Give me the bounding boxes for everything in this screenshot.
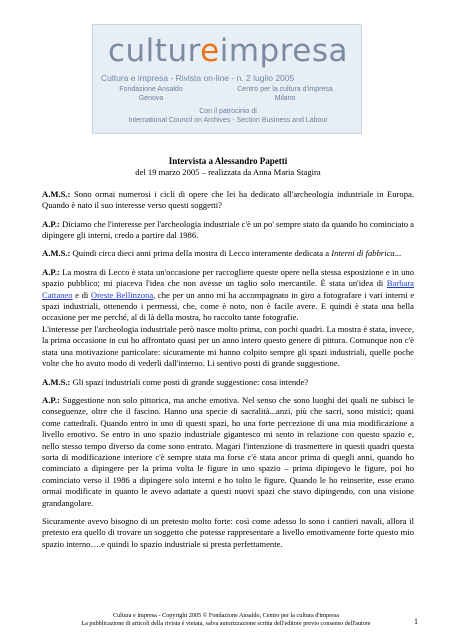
- patron-org: International Council on Archives - Section Business and Labour: [128, 117, 328, 124]
- speaker-label: A.M.S.:: [42, 188, 71, 199]
- org-fondazione-ansaldo: [101, 85, 201, 103]
- org-right-city: Milano: [274, 95, 296, 102]
- paragraph-a2-cont: L'interesse per l'archeologia industriale però nasce molto prima, con pochi quadri. La mostra è stata, invece, la prima occasione in cui ho affrontato quasi per un anno intero questo genere di pittura. Comunque non c'è stata una motivazione particolare: sicuramente mi hanno colpito sempre gli spazi industriali, quelle poche volte che ho avuto modo di vederli dall'interno. Li sentivo posti di grande suggestione.: [42, 323, 414, 369]
- paragraph-q3: A.M.S.: Gli spazi industriali come posti di grande suggestione: cosa intende?: [42, 376, 309, 387]
- link-barbara-cattaneo[interactable]: Barbara Cattaneo: [42, 278, 414, 300]
- patronage: [101, 107, 355, 125]
- article: [42, 156, 414, 557]
- article-title: Intervista a Alessandro Papetti: [168, 156, 288, 166]
- link-oreste-bellinzona[interactable]: Oreste Bellinzona: [90, 289, 154, 300]
- paragraph-a2: A.P.: La mostra di Lecco è stata un'occasione per raccogliere queste opere nella stessa esposizione e in uno spazio pubblico; mi piaceva l'idea che non avesse un taglio solo mercantile. È stata un'idea di Barbara Cattaneo e di Oreste Bellinzona, che per un anno mi ha accompagnato in giro a fotografare i vari interni e spazi industriali, ottenendo i permessi, che, come è noto, non è facile avere. E quindi è stata una bella occasione per me perché, al di là della mostra, ho raccolto tante fotografie.: [42, 266, 415, 323]
- page-footer: [30, 612, 422, 628]
- speaker-label: A.M.S.:: [42, 376, 71, 387]
- speaker-label: A.M.S.:: [42, 248, 71, 259]
- paragraph-a1: A.P.: Diciamo che l'interesse per l'archeologia industriale c'è un po' sempre stato da quando ho cominciato a dipingere gli interni, credo a partire dal 1986.: [42, 218, 414, 241]
- paragraph-a3-cont: Sicuramente avevo bisogno di un pretesto molto forte: così come adesso lo sono i cantieri navali, allora il pretesto era quello di trovare un soggetto che potesse rappresentare a livello emotivamente forte questo mio spazio interno….e quindi lo spazio industriale si presta perfettamente.: [42, 515, 414, 549]
- logo-swirl: e: [200, 33, 220, 69]
- patron-label: Con il patrocinio di: [199, 108, 257, 115]
- paragraph-q1: A.M.S.: Sono ormai numerosi i cicli di opere che lei ha dedicato all'archeologia industriale in Europa. Quando è nato il suo interesse verso questi soggetti?: [42, 188, 414, 211]
- logo: cultureimpresa: [107, 33, 349, 69]
- footer-copyright: Cultura e impresa - Copyright 2005 © Fondazione Ansaldo, Centro per la cultura d'impresa: [112, 612, 340, 619]
- org-centro-cultura: [215, 85, 355, 103]
- speaker-label: A.P.:: [42, 394, 60, 405]
- footer-notice: La pubblicazione di articoli della rivista è vietata, salva autorizzazione scritta dell'editore previo consenso dell'autore: [81, 620, 371, 627]
- header-banner: [92, 24, 362, 134]
- org-left-name: Fondazione Ansaldo: [119, 86, 183, 93]
- tagline: Cultura e impresa - Rivista on-line - n. 2 luglio 2005: [101, 73, 295, 83]
- org-right-name: Centro per la cultura d'impresa: [237, 86, 333, 93]
- page-number: 1: [414, 617, 418, 626]
- paragraph-q2: A.M.S.: Quindi circa dieci anni prima della mostra di Lecco interamente dedicata a Interni di fabbrica...: [42, 248, 402, 259]
- organizations: [101, 85, 355, 107]
- org-left-city: Genova: [138, 95, 164, 102]
- speaker-label: A.P.:: [42, 266, 60, 277]
- article-subtitle: del 19 marzo 2005 – realizzata da Anna Maria Stagira: [135, 167, 321, 178]
- paragraph-a3: A.P.: Suggestione non solo pittorica, ma anche emotiva. Nel senso che sono luoghi dei quali ne subisci le conseguenze, oltre che il fascino. Hanno una specie di sacralità...anzi, più che sacri, sono mistici; quasi come cattedrali. Quando entro in uno di questi spazi, ho una forte percezione di una mia modificazione a livello emotivo. Se entro in uno spazio industriale gigantesco mi sento in relazione con questo spazio e, nello stesso tempo diverso da come sono entrato. Magari l'intenzione di trasmettere in questi quadri questa sorta di modificazione interiore c'è sempre stata ma forse c'è stata ancor prima di quegli anni, quando ho cominciato a dipingere per la prima volta le figure in uno spazio – prima dipingevo le figure, poi ho cominciato verso il 1986 a dipingere solo interni e ho tolto le figure. Quando le ho reinserite, esse erano ormai modificate in quanto le avevo adattate a questi nuovi spazi che stavo dipingendo, con una visione grandangolare.: [42, 394, 414, 508]
- speaker-label: A.P.:: [42, 218, 60, 229]
